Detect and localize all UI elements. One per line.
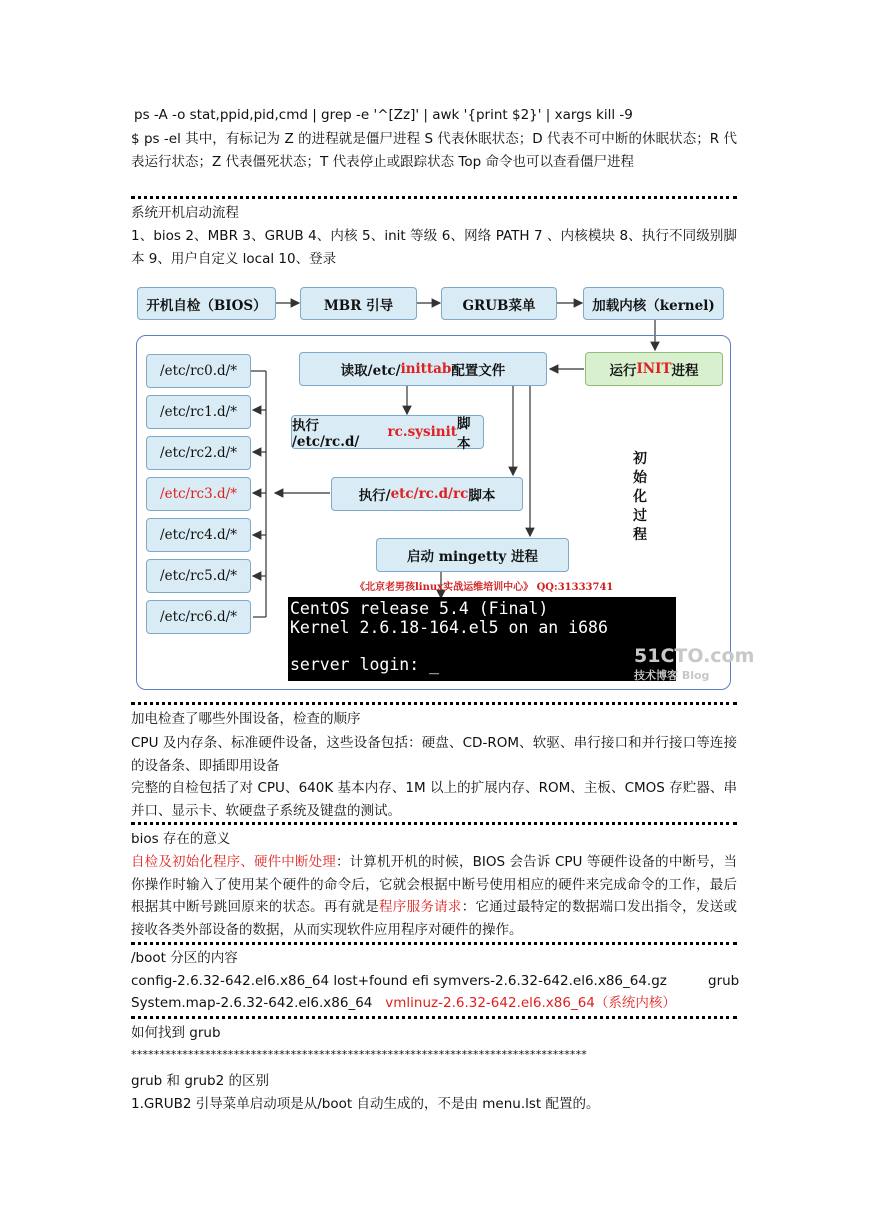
terminal-screenshot [288,597,676,681]
peripheral-paragraph-1: CPU 及内存条、标准硬件设备，这些设备包括：硬盘、CD-ROM、软驱、串行接口和并行接口等连接的设备条、即插即用设备 [131,735,737,774]
boot-steps-paragraph: 1、bios 2、MBR 3、GRUB 4、内核 5、init 等级 6、网络 PATH 7 、内核模块 8、执行不同级别脚本 9、用户自定义 local 10、登录 [131,228,737,267]
watermark: 51CTO.com [634,645,755,667]
find-grub-title: 如何找到 grub [131,1025,221,1041]
rc1-box: /etc/rc1.d/* [146,395,251,429]
grub2-note: 1.GRUB2 引导菜单启动项是从/boot 自动生成的，不是由 menu.lst 配置的。 [131,1096,600,1112]
bios-text-1: ：计算机开机的时候，BIOS 会告诉 CPU 等硬件设备的中断号，当你操作时输入了使用某个硬件的命令后，它就会根据中断号使用相应的硬件来完成命令的工作，最后根据其中断号跳回原来的状态。再有就是 [131,854,737,915]
rc-sysinit-post: 脚本 [456,416,471,452]
watermark-sub: 技术博客 Blog [634,669,710,682]
init-char: 过 [633,508,647,524]
rc2-box: /etc/rc2.d/* [146,436,251,470]
rc6-box: /etc/rc6.d/* [146,600,251,634]
rc-script-post: 脚本 [468,488,496,504]
run-init-red: INIT [636,361,672,377]
rc-script-red2: rc [452,486,469,502]
rc-sysinit-red: rc.sysinit [387,424,457,440]
mbr-box: MBR 引导 [300,287,417,320]
rc4-box: /etc/rc4.d/* [146,518,251,552]
init-char: 始 [633,470,647,486]
terminal-line: server login: _ [290,654,440,674]
separator [131,1016,737,1020]
peripheral-paragraph-2: 完整的自检包括了对 CPU、640K 基本内存、1M 以上的扩展内存、ROM、主板、CMOS 存贮器、串并口、显示卡、软硬盘子系统及键盘的测试。 [131,780,737,819]
boot-dir-title: /boot 分区的内容 [131,950,238,966]
bios-text-2: ：它通过最特定的数据端口发出指令，发送或接收各类外部设备的数据，从而实现软件应用程序对硬件的操作。 [131,899,738,938]
terminal-line [290,637,676,656]
boot-dir-line-1: config-2.6.32-642.el6.x86_64 lost+found efi symvers-2.6.32-642.el6.x86_64.gz [131,973,667,989]
star-divider: ******************************************************************************** [131,1048,587,1061]
bios-red-1: 自检及初始化程序、硬件中断处理 [131,854,336,870]
mingetty-box: 启动 mingetty 进程 [376,538,569,572]
bios-red-2: 程序服务请求 [379,899,462,915]
boot-flow-title: 系统开机启动流程 [131,205,239,221]
rc-script-red1: etc/rc.d/ [390,486,453,502]
rc-script-pre: 执行/ [358,488,391,504]
ps-el-paragraph: $ ps -el 其中，有标记为 Z 的进程就是僵尸进程 S 代表休眠状态；D 代表不可中断的休眠状态；R 代表运行状态；Z 代表僵死状态；T 代表停止或跟踪状态 Top 命令也可以查看僵尸进程 [131,131,737,170]
peripheral-title: 加电检查了哪些外围设备，检查的顺序 [131,711,361,727]
rc0-box: /etc/rc0.d/* [146,354,251,388]
init-char: 程 [633,527,647,543]
boot-dir-line-1-grub: grub [708,973,740,989]
separator [131,942,737,946]
run-init-post: 进程 [671,363,699,379]
bios-paragraph [131,851,737,941]
bios-box: 开机自检（BIOS） [137,287,276,320]
read-inittab-post: 配置文件 [451,363,506,379]
rc-sysinit-pre: 执行 /etc/rc.d/ [292,418,360,450]
read-inittab-red: inittab [400,361,452,377]
run-init-pre: 运行 [609,363,637,379]
diagram-caption: 《北京老男孩linux实战运维培训中心》 QQ:31333741 [355,582,614,593]
grub-diff-title: grub 和 grub2 的区别 [131,1073,269,1089]
rc5-box: /etc/rc5.d/* [146,559,251,593]
vmlinuz-text: vmlinuz-2.6.32-642.el6.x86_64（系统内核） [385,995,676,1011]
separator [131,822,737,826]
read-inittab-box [299,352,547,386]
bios-title: bios 存在的意义 [131,831,231,847]
rc-script-box [331,477,523,511]
boot-dir-line-2 [131,992,676,1014]
rc3-box: /etc/rc3.d/* [146,477,251,511]
read-inittab-pre: 读取/etc/ [340,363,401,379]
zombie-kill-command: ps -A -o stat,ppid,pid,cmd | grep -e '^[Zz]' | awk '{print $2}' | xargs kill -9 [134,107,633,123]
init-vertical-label [632,450,648,545]
init-char: 化 [633,489,647,505]
terminal-line: Kernel 2.6.18-164.el5 on an i686 [290,617,608,637]
rc-sysinit-box [291,415,484,452]
system-map-text: System.map-2.6.32-642.el6.x86_64 [131,995,373,1011]
load-kernel-box: 加载内核（kernel) [583,287,724,320]
grub-menu-box: GRUB菜单 [441,287,557,320]
terminal-line: CentOS release 5.4 (Final) [290,599,549,618]
init-char: 初 [633,451,647,467]
run-init-box [585,352,723,386]
separator [131,702,737,706]
